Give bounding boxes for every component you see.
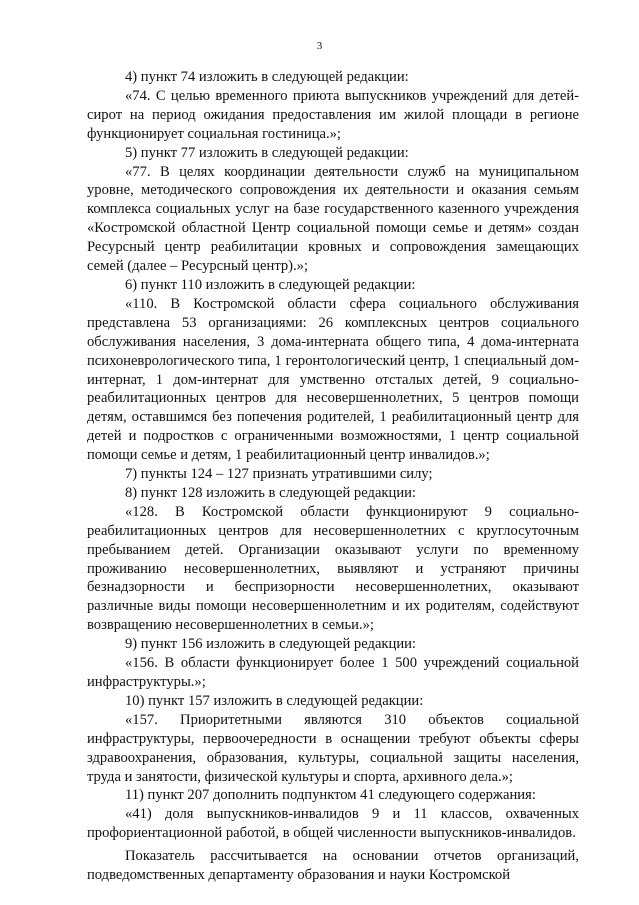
paragraph-clause-110: «110. В Костромской области сфера социального обслуживания представлена 53 организациями: 26 комплексных центров социального обслуживания населения, 3 дома-интерната общего типа, 4 дома-интерната психоневрологического типа, 1 геронтологический центр, 1 специальный дом-интернат, 1 дом-интернат для умственно отсталых детей, 9 социально-реабилитационных центров для несовершеннолетних, 5 центров помощи детям, оставшимся без попечения родителей, 1 реабилитационный центр для детей и подростков с ограниченными возможностями, 1 центр социальной помощи семье и детям, 1 реабилитационный центр инвалидов.»;	[87, 295, 579, 464]
paragraph-item-6-header: 6) пункт 110 изложить в следующей редакции:	[125, 276, 416, 293]
paragraph-item-9-header: 9) пункт 156 изложить в следующей редакции:	[125, 636, 416, 653]
paragraph-item-5-header: 5) пункт 77 изложить в следующей редакции:	[125, 144, 409, 161]
paragraph-item-4-header: 4) пункт 74 изложить в следующей редакции:	[125, 69, 409, 85]
paragraph-clause-128: «128. В Костромской области функционируют 9 социально-реабилитационных центров для несовершеннолетних с круглосуточным пребыванием детей. Организации оказывают услуги по временному проживанию несовершеннолетних, выявляют и устраняют причины безнадзорности и беспризорности несовершеннолетних, оказывают различные виды помощи несовершеннолетним и их родителям, содействуют возвращению несовершеннолетних в семьи.»;	[87, 503, 579, 634]
paragraph-item-11-header: 11) пункт 207 дополнить подпунктом 41 следующего содержания:	[125, 787, 536, 804]
document-body	[87, 68, 579, 885]
paragraph-indicator-note: Показатель рассчитывается на основании отчетов организаций, подведомственных департаменту образования и науки Костромской	[87, 848, 579, 884]
paragraph-clause-74: «74. С целью временного приюта выпускников учреждений для детей-сирот на период ожидания предоставления им жилой площади в регионе функционирует социальная гостиница.»;	[87, 87, 579, 142]
paragraph-clause-156: «156. В области функционирует более 1 500 учреждений социальной инфраструктуры.»;	[87, 655, 579, 690]
page-number: 3	[316, 40, 323, 52]
paragraph-item-7: 7) пункты 124 – 127 признать утратившими силу;	[125, 466, 433, 483]
paragraph-subclause-41: «41) доля выпускников-инвалидов 9 и 11 классов, охваченных профориентационной работой, в общей численности выпускников-инвалидов.	[87, 806, 579, 842]
paragraph-clause-157: «157. Приоритетными являются 310 объектов социальной инфраструктуры, первоочередности в оснащении требуют объекты сферы здравоохранения, образования, культуры, социальной защиты населения, труда и занятости, физической культуры и спорта, архивного дела.»;	[87, 711, 579, 785]
paragraph-clause-77: «77. В целях координации деятельности служб на муниципальном уровне, методического сопровождения их деятельности и оказания семьям комплекса социальных услуг на базе государственного казенного учреждения «Костромской областной Центр социальной помощи семье и детям» создан Ресурсный центр реабилитации кровных и сопровождения замещающих семей (далее – Ресурсный центр).»;	[87, 163, 579, 275]
paragraph-item-8-header: 8) пункт 128 изложить в следующей редакции:	[125, 484, 416, 501]
paragraph-item-10-header: 10) пункт 157 изложить в следующей редакции:	[125, 692, 424, 709]
